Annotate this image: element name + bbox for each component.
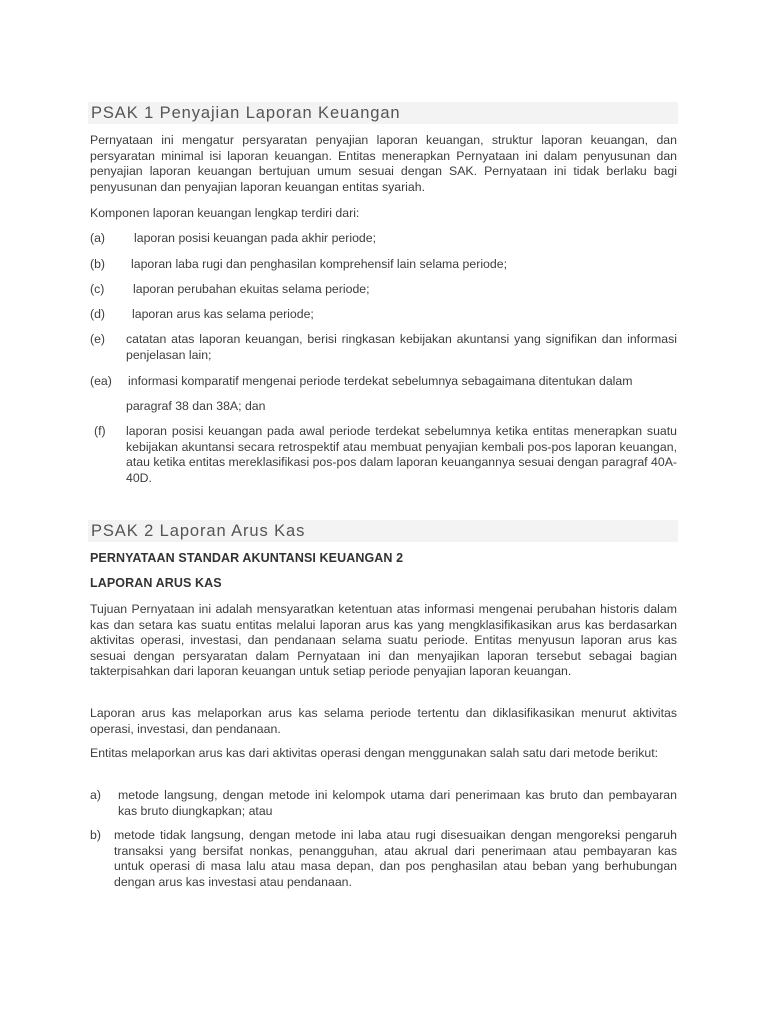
- list-item-b: [90, 257, 677, 273]
- list-item-text: laporan laba rugi dan penghasilan komprehensif lain selama periode;: [131, 257, 507, 271]
- list-item-text: informasi komparatif mengenai periode terdekat sebelumnya sebagaimana ditentukan dalam: [128, 374, 633, 388]
- section-heading-psak1: PSAK 1 Penyajian Laporan Keuangan: [88, 102, 678, 124]
- list-item-e: [90, 332, 677, 363]
- section2-purpose-paragraph: Tujuan Pernyataan ini adalah mensyaratkan ketentuan atas informasi mengenai perubahan historis dalam kas dan setara kas suatu entitas melalui laporan arus kas yang mengklasifikasikan arus kas berdasarkan aktivitas operasi, investasi, dan pendanaan selama suatu periode. Entitas menyusun laporan arus kas sesuai dengan persyaratan dalam Pernyataan ini dan menyajikan laporan tersebut sebagai bagian takterpisahkan dari laporan keuangan untuk setiap periode penyajian laporan keuangan.: [90, 602, 677, 679]
- list-marker: (a): [90, 231, 106, 245]
- list-item-d: [90, 307, 677, 323]
- method-item-b: [90, 828, 677, 890]
- list-item-text: laporan perubahan ekuitas selama periode;: [133, 282, 370, 296]
- method-item-a: [90, 788, 677, 819]
- list-item-text: laporan arus kas selama periode;: [132, 307, 314, 321]
- section2-methods-paragraph: Entitas melaporkan arus kas dari aktivitas operasi dengan menggunakan salah satu dari metode berikut:: [90, 746, 659, 760]
- list-marker: (e): [90, 332, 106, 346]
- list-item-text: laporan posisi keuangan pada akhir periode;: [134, 231, 377, 245]
- section2-classification-paragraph: Laporan arus kas melaporkan arus kas selama periode tertentu dan diklasifikasikan menurut aktivitas operasi, investasi, dan pendanaan.: [90, 706, 677, 736]
- list-item-text: metode langsung, dengan metode ini kelompok utama dari penerimaan kas bruto dan pembayaran kas bruto diungkapkan; atau: [118, 788, 677, 818]
- list-item-c: [90, 282, 677, 298]
- list-marker: (f): [94, 424, 106, 438]
- list-item-a: [90, 231, 677, 247]
- list-marker: b): [90, 828, 101, 842]
- list-item-ea-continuation: [90, 399, 677, 415]
- section1-intro-paragraph: Pernyataan ini mengatur persyaratan penyajian laporan keuangan, struktur laporan keuangan, dan persyaratan minimal isi laporan keuangan. Entitas menerapkan Pernyataan ini dalam penyusunan dan penyajian laporan keuangan bertujuan umum sesuai dengan SAK. Pernyataan ini tidak berlaku bagi penyusunan dan penyajian laporan keuangan entitas syariah.: [90, 133, 677, 194]
- list-item-text: catatan atas laporan keuangan, berisi ringkasan kebijakan akuntansi yang signifikan dan informasi penjelasan lain;: [126, 332, 677, 362]
- list-marker: (d): [90, 307, 106, 321]
- subheading-standard: PERNYATAAN STANDAR AKUNTANSI KEUANGAN 2: [90, 551, 404, 565]
- list-item-text: laporan posisi keuangan pada awal periode terdekat sebelumnya ketika entitas menerapkan suatu kebijakan akuntansi secara retrospektif atau membuat penyajian kembali pos-pos laporan keuangan, atau ketika entitas mereklasifikasi pos-pos dalam laporan keuangannya sesuai dengan paragraf 40A-40D.: [126, 424, 677, 485]
- section-heading-psak2: PSAK 2 Laporan Arus Kas: [88, 520, 678, 542]
- list-item-f: [90, 424, 677, 486]
- list-item-ea: [90, 374, 677, 390]
- subheading-laporan-arus-kas: LAPORAN ARUS KAS: [90, 576, 222, 590]
- list-marker: (b): [90, 257, 106, 271]
- list-item-text: metode tidak langsung, dengan metode ini laba atau rugi disesuaikan dengan mengoreksi pengaruh transaksi yang bersifat nonkas, penangguhan, atau akrual dari penerimaan atau pembayaran kas untuk operasi di masa lalu atau masa depan, dan pos penghasilan atau beban yang berhubungan dengan arus kas investasi atau pendanaan.: [114, 828, 677, 889]
- list-marker: (ea): [90, 374, 112, 388]
- list-marker: (c): [90, 282, 105, 296]
- list-item-text: paragraf 38 dan 38A; dan: [126, 399, 266, 413]
- list-marker: a): [90, 788, 101, 802]
- components-intro: Komponen laporan keuangan lengkap terdiri dari:: [90, 206, 360, 220]
